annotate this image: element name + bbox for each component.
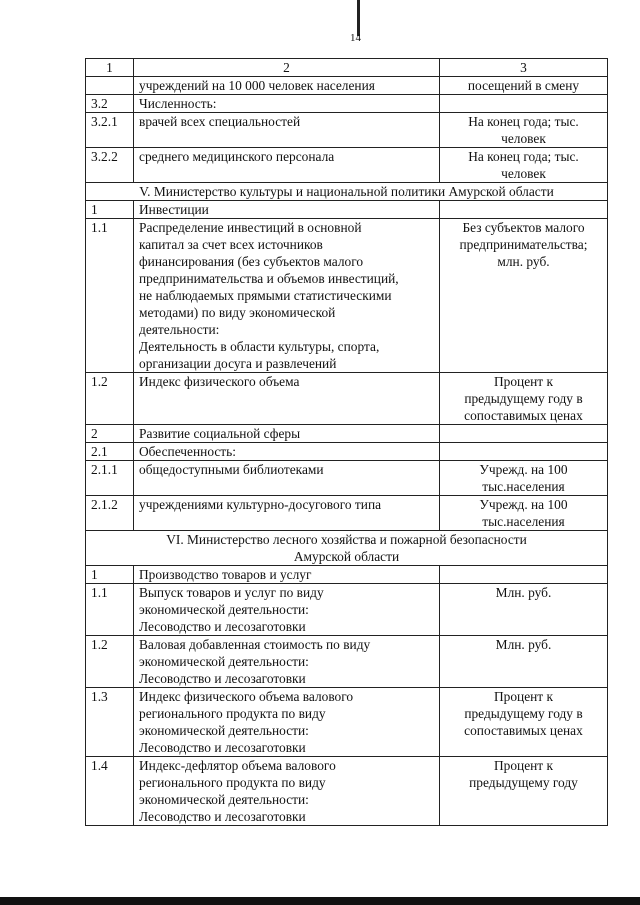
row-number: 2 [86,425,134,443]
row-number: 1.1 [86,584,134,636]
indicator-name-line: Инвестиции [139,202,209,217]
indicator-name-line: Лесоводство и лесозаготовки [139,619,306,634]
indicator-name-line: организации досуга и развлечений [139,356,337,371]
unit-line: Процент к [493,689,554,704]
unit-of-measure [440,566,608,584]
unit-of-measure [440,584,608,636]
unit-line: Учрежд. на 100 [479,462,568,477]
table-row [86,443,608,461]
row-number: 1.2 [86,636,134,688]
indicator-name [134,461,440,496]
unit-line: Процент к [493,374,554,389]
indicator-name-line: методами) по виду экономической [139,305,336,320]
row-number: 1.3 [86,688,134,757]
unit-of-measure [440,636,608,688]
unit-line: посещений в смену [467,78,580,93]
row-number: 1 [86,566,134,584]
indicator-name [134,373,440,425]
unit-line: Процент к [493,758,554,773]
indicator-name-line: среднего медицинского персонала [139,149,335,164]
indicator-name-line: предпринимательства и объемов инвестиций, [139,271,399,286]
table-row [86,636,608,688]
unit-of-measure [440,219,608,373]
row-number: 3.2 [86,95,134,113]
unit-line: Без субъектов малого [462,220,585,235]
unit-of-measure [440,757,608,826]
indicator-name [134,566,440,584]
unit-of-measure [440,688,608,757]
indicator-name-line: Распределение инвестиций в основной [139,220,362,235]
unit-line: На конец года; тыс. [468,149,579,164]
header-cell-3: 3 [440,59,608,77]
header-row [86,59,608,77]
unit-line: предыдущему году в [464,706,583,721]
indicator-name [134,219,440,373]
indicator-name-line: экономической деятельности: [139,654,309,669]
indicator-name [134,443,440,461]
table-body [86,59,608,826]
section-title [86,531,608,566]
row-number: 2.1 [86,443,134,461]
indicator-name [134,636,440,688]
indicator-name-line: Индекс физического объема [139,374,300,389]
unit-line: Млн. руб. [495,637,552,652]
indicator-name-line: регионального продукта по виду [139,706,326,721]
indicators-table [85,58,608,826]
unit-of-measure [440,496,608,531]
table-row [86,566,608,584]
unit-line: предыдущему году в [464,391,583,406]
unit-of-measure [440,373,608,425]
row-number: 3.2.1 [86,113,134,148]
unit-of-measure [440,113,608,148]
table-row [86,688,608,757]
indicator-name [134,757,440,826]
table-row [86,95,608,113]
unit-line: Млн. руб. [495,585,552,600]
unit-line: сопоставимых ценах [464,723,583,738]
indicator-name-line: Деятельность в области культуры, спорта, [139,339,380,354]
row-number: 1 [86,201,134,219]
section-title-line: V. Министерство культуры и национальной политики Амурской области [139,184,554,199]
indicator-name-line: регионального продукта по виду [139,775,326,790]
indicator-name-line: Лесоводство и лесозаготовки [139,740,306,755]
table-row [86,373,608,425]
unit-line: Учрежд. на 100 [479,497,568,512]
row-number: 1.2 [86,373,134,425]
indicator-name [134,201,440,219]
indicator-name-line: учреждений на 10 000 человек населения [139,78,375,93]
indicator-name-line: экономической деятельности: [139,602,309,617]
unit-of-measure [440,425,608,443]
row-number: 3.2.2 [86,148,134,183]
indicator-name [134,95,440,113]
indicator-name-line: экономической деятельности: [139,792,309,807]
indicator-name [134,148,440,183]
table-row [86,584,608,636]
table-row [86,496,608,531]
section-title [86,183,608,201]
table-row [86,757,608,826]
row-number: 2.1.1 [86,461,134,496]
indicator-name-line: Обеспеченность: [139,444,236,459]
indicator-name [134,584,440,636]
row-number [86,77,134,95]
section-title-line: VI. Министерство лесного хозяйства и пожарной безопасности [166,532,527,547]
indicator-name-line: общедоступными библиотеками [139,462,324,477]
unit-of-measure [440,77,608,95]
unit-line: тыс.населения [482,514,565,529]
indicator-name-line: финансирования (без субъектов малого [139,254,364,269]
page-number: 14 [350,32,361,44]
binding-mark [357,0,360,36]
indicator-name [134,77,440,95]
indicator-name-line: учреждениями культурно-досугового типа [139,497,382,512]
section-title-line: Амурской области [293,549,400,564]
unit-line: млн. руб. [497,254,550,269]
table-row [86,148,608,183]
unit-of-measure [440,461,608,496]
indicator-name-line: не наблюдаемых прямыми статистическими [139,288,392,303]
unit-line: На конец года; тыс. [468,114,579,129]
indicator-name-line: Развитие социальной сферы [139,426,301,441]
unit-line: человек [501,166,546,181]
table-row [86,201,608,219]
header-cell-1: 1 [86,59,134,77]
section-header-row [86,183,608,201]
header-cell-2: 2 [134,59,440,77]
unit-line: человек [501,131,546,146]
table-row [86,77,608,95]
indicator-name-line: Лесоводство и лесозаготовки [139,809,306,824]
unit-line: предпринимательства; [459,237,588,252]
indicator-name-line: деятельности: [139,322,220,337]
indicator-name-line: Валовая добавленная стоимость по виду [139,637,371,652]
row-number: 1.1 [86,219,134,373]
indicator-name-line: Производство товаров и услуг [139,567,312,582]
table-row [86,461,608,496]
indicator-name-line: капитал за счет всех источников [139,237,323,252]
indicator-name-line: экономической деятельности: [139,723,309,738]
table-row [86,219,608,373]
unit-line: тыс.населения [482,479,565,494]
unit-line: предыдущему году [469,775,578,790]
unit-of-measure [440,443,608,461]
indicator-name [134,496,440,531]
indicator-name-line: Численность: [139,96,217,111]
row-number: 1.4 [86,757,134,826]
indicator-name [134,688,440,757]
unit-line: сопоставимых ценах [464,408,583,423]
indicator-name-line: Индекс-дефлятор объема валового [139,758,336,773]
row-number: 2.1.2 [86,496,134,531]
unit-of-measure [440,95,608,113]
scan-edge [0,897,640,905]
indicator-name-line: Индекс физического объема валового [139,689,354,704]
indicator-name-line: Лесоводство и лесозаготовки [139,671,306,686]
indicator-name [134,113,440,148]
section-header-row [86,531,608,566]
unit-of-measure [440,148,608,183]
indicator-name-line: врачей всех специальностей [139,114,301,129]
indicator-name-line: Выпуск товаров и услуг по виду [139,585,324,600]
unit-of-measure [440,201,608,219]
indicator-name [134,425,440,443]
table-row [86,113,608,148]
table-row [86,425,608,443]
